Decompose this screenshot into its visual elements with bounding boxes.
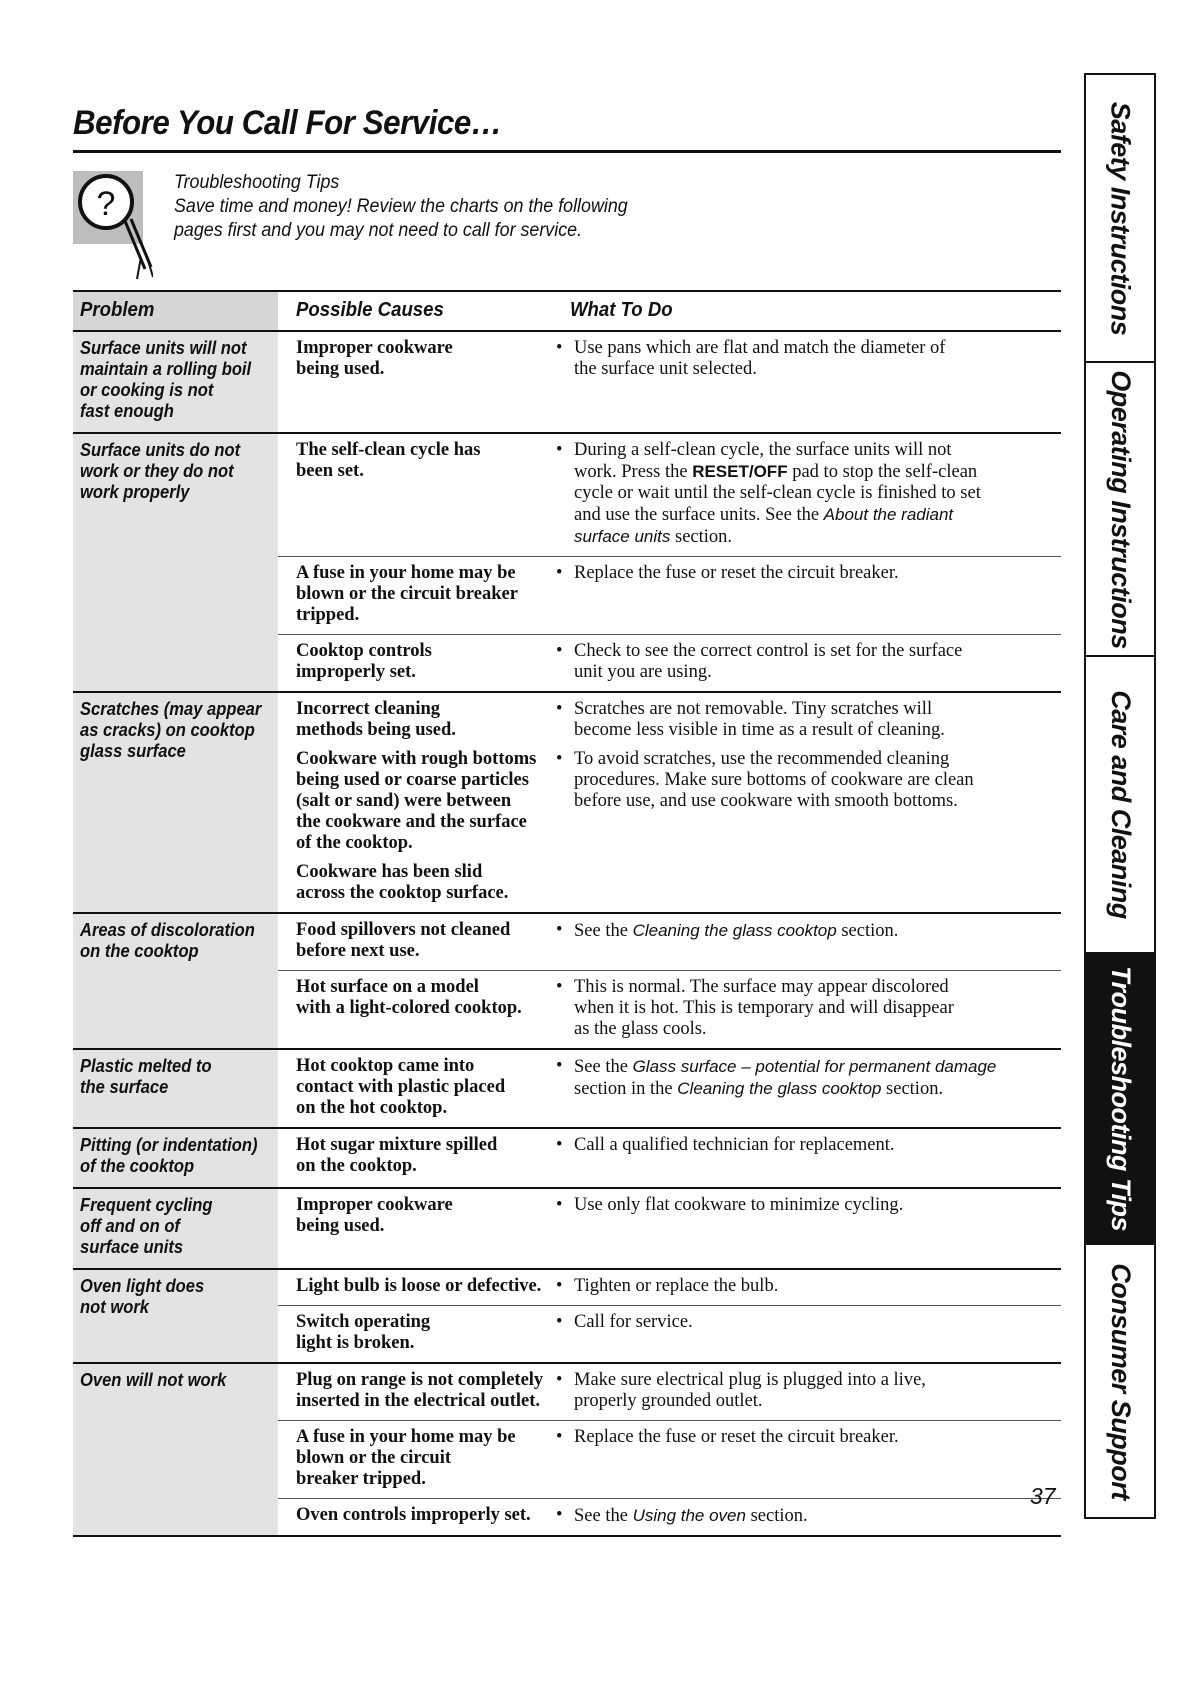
header-todo: What To Do (570, 299, 673, 321)
possible-cause (278, 563, 550, 626)
cause-line: Hot surface on a model (296, 977, 479, 997)
problem-line: or cooking is not (80, 380, 214, 400)
cause-line: being used. (296, 1216, 385, 1236)
possible-cause (278, 862, 550, 904)
bullet-icon: • (556, 1135, 563, 1155)
bullet-icon: • (556, 749, 563, 769)
cause-line: Light bulb is loose or defective. (296, 1276, 542, 1296)
what-to-do (550, 920, 1061, 962)
problem-line: glass surface (80, 741, 186, 761)
todo-line: Make sure electrical plug is plugged into a live, (574, 1370, 926, 1390)
intro-line: Save time and money! Review the charts on the following (174, 196, 628, 217)
problem-line: Scratches (may appear (80, 699, 262, 719)
table-row (73, 1270, 1061, 1364)
todo-line: This is normal. The surface may appear discolored (574, 977, 949, 997)
bullet-icon: • (556, 338, 563, 358)
cause-line: the cookware and the surface (296, 812, 527, 832)
todo-line: Replace the fuse or reset the circuit breaker. (574, 1427, 899, 1447)
bullet-icon: • (556, 1505, 563, 1525)
todo-text: See the (574, 921, 633, 941)
cause-item (278, 1189, 1061, 1245)
magnifier-question-icon (73, 171, 153, 279)
page-number: 37 (1030, 1483, 1056, 1509)
side-tab-troubleshooting-tips[interactable] (1086, 954, 1154, 1245)
todo-line (574, 1505, 1061, 1527)
cause-item (278, 862, 1061, 912)
cause-item (278, 970, 1061, 1048)
cause-line: Improper cookware (296, 338, 453, 358)
table-row (73, 332, 1061, 434)
cause-item (278, 749, 1061, 862)
table-header (73, 290, 1061, 332)
side-tab-consumer-support[interactable] (1086, 1245, 1154, 1517)
intro-line: pages first and you may not need to call for service. (174, 220, 583, 241)
cause-line: blown or the circuit breaker (296, 584, 518, 604)
possible-cause (278, 977, 550, 1040)
possible-cause (278, 1135, 550, 1177)
todo-text: See the (574, 1506, 633, 1526)
cause-item (278, 914, 1061, 970)
what-to-do (550, 1276, 1061, 1297)
what-to-do (550, 862, 1061, 904)
todo-reference: surface units (574, 527, 671, 546)
cause-line: across the cooktop surface. (296, 883, 509, 903)
problem-line: Pitting (or indentation) (80, 1135, 258, 1155)
problem-line: the surface (80, 1077, 169, 1097)
possible-cause (278, 338, 550, 380)
todo-text: section. (670, 527, 733, 547)
problem-cell (73, 1270, 278, 1362)
problem-cell (73, 1129, 278, 1187)
possible-cause (278, 1427, 550, 1490)
cause-line: light is broken. (296, 1333, 415, 1353)
cause-line: breaker tripped. (296, 1469, 426, 1489)
cause-line: tripped. (296, 605, 360, 625)
bullet-icon: • (556, 699, 563, 719)
table-row (73, 434, 1061, 693)
cause-line: Hot sugar mixture spilled (296, 1135, 498, 1155)
todo-line: Call for service. (574, 1312, 693, 1332)
table-row (73, 1129, 1061, 1189)
cause-item (278, 1420, 1061, 1498)
todo-line (574, 1078, 1061, 1100)
cause-item (278, 1129, 1061, 1185)
causes-group (278, 434, 1061, 691)
cause-item (278, 1364, 1061, 1420)
problem-line: maintain a rolling boil (80, 359, 252, 379)
possible-cause (278, 1370, 550, 1412)
todo-line: when it is hot. This is temporary and will disappear (574, 998, 954, 1018)
cause-line: before next use. (296, 941, 420, 961)
problem-line: off and on of (80, 1216, 180, 1236)
todo-line: procedures. Make sure bottoms of cookware are clean (574, 770, 974, 790)
cause-line: Incorrect cleaning (296, 699, 441, 719)
svg-text:?: ? (96, 185, 116, 223)
side-tab-safety-instructions[interactable] (1086, 75, 1154, 363)
side-tab-label: Care and Cleaning (1105, 690, 1136, 919)
todo-line: To avoid scratches, use the recommended cleaning (574, 749, 950, 769)
todo-line: Use pans which are flat and match the diameter of (574, 338, 946, 358)
title-rule (73, 150, 1061, 153)
cause-item (278, 1050, 1061, 1127)
problem-cell (73, 693, 278, 912)
bullet-icon: • (556, 920, 563, 940)
todo-text: work. Press the (574, 462, 693, 482)
cause-line: on the cooktop. (296, 1156, 417, 1176)
todo-line: the surface unit selected. (574, 359, 757, 379)
cause-line: Food spillovers not cleaned (296, 920, 511, 940)
cause-line: of the cooktop. (296, 833, 413, 853)
bullet-icon: • (556, 440, 563, 460)
cause-line: A fuse in your home may be (296, 563, 516, 583)
problem-line: Oven will not work (80, 1370, 227, 1390)
possible-cause (278, 1505, 550, 1527)
cause-line: (salt or sand) were between (296, 791, 512, 811)
bullet-icon: • (556, 641, 563, 661)
possible-cause (278, 749, 550, 854)
what-to-do (550, 440, 1061, 548)
causes-group (278, 1364, 1061, 1535)
cause-line: Improper cookware (296, 1195, 453, 1215)
todo-line: Scratches are not removable. Tiny scratches will (574, 699, 933, 719)
todo-reference: About the radiant (823, 505, 954, 524)
table-row (73, 1364, 1061, 1537)
possible-cause (278, 440, 550, 548)
bullet-icon: • (556, 977, 563, 997)
cause-line: with a light-colored cooktop. (296, 998, 522, 1018)
todo-line (574, 461, 1061, 483)
todo-line: Replace the fuse or reset the circuit breaker. (574, 563, 899, 583)
table-row (73, 1189, 1061, 1270)
causes-group (278, 914, 1061, 1048)
cause-line: improperly set. (296, 662, 416, 682)
possible-cause (278, 1276, 550, 1297)
todo-reference: Cleaning the glass cooktop (632, 921, 837, 940)
bullet-icon: • (556, 1312, 563, 1332)
side-tab-label: Safety Instructions (1105, 101, 1136, 335)
causes-group (278, 1189, 1061, 1268)
todo-text: section. (745, 1506, 808, 1526)
what-to-do (550, 338, 1061, 380)
todo-line: Check to see the correct control is set for the surface (574, 641, 963, 661)
troubleshooting-table (73, 290, 1061, 1537)
problem-line: Plastic melted to (80, 1056, 212, 1076)
cause-item (278, 434, 1061, 556)
problem-line: work or they do not (80, 461, 234, 481)
cause-line: on the hot cooktop. (296, 1098, 448, 1118)
side-tab-label: Operating Instructions (1105, 369, 1136, 649)
problem-line: Areas of discoloration (80, 920, 255, 940)
table-row (73, 693, 1061, 914)
cause-line: been set. (296, 461, 364, 481)
problem-cell (73, 914, 278, 1048)
causes-group (278, 1050, 1061, 1127)
problem-line: of the cooktop (80, 1156, 195, 1176)
side-tab-label: Consumer Support (1105, 1262, 1136, 1500)
cause-line: being used. (296, 359, 385, 379)
todo-line: Tighten or replace the bulb. (574, 1276, 779, 1296)
todo-line (574, 920, 1061, 942)
bullet-icon: • (556, 563, 563, 583)
what-to-do (550, 641, 1061, 683)
table-row (73, 914, 1061, 1050)
what-to-do (550, 1056, 1061, 1119)
side-tab-operating-instructions[interactable] (1086, 363, 1154, 657)
todo-text: See the (574, 1057, 633, 1077)
cause-item (278, 332, 1061, 388)
troubleshooting-intro (174, 171, 628, 243)
cause-line: being used or coarse particles (296, 770, 529, 790)
todo-line (574, 504, 1061, 526)
todo-text: and use the surface units. See the (574, 505, 824, 525)
problem-line: as cracks) on cooktop (80, 720, 255, 740)
table-row (73, 1050, 1061, 1129)
what-to-do (550, 1135, 1061, 1177)
possible-cause (278, 1312, 550, 1354)
causes-group (278, 332, 1061, 432)
cause-line: Cookware has been slid (296, 862, 483, 882)
todo-line: Call a qualified technician for replacement. (574, 1135, 895, 1155)
todo-text: section. (881, 1079, 944, 1099)
cause-line: Cookware with rough bottoms (296, 749, 537, 769)
todo-line: unit you are using. (574, 662, 712, 682)
cause-line: blown or the circuit (296, 1448, 452, 1468)
bullet-icon: • (556, 1056, 563, 1076)
causes-group (278, 693, 1061, 912)
possible-cause (278, 920, 550, 962)
reset-off-key-label: RESET/OFF (692, 462, 788, 481)
header-causes: Possible Causes (296, 299, 444, 321)
bullet-icon: • (556, 1195, 563, 1215)
todo-text: section. (836, 921, 899, 941)
cause-item (278, 693, 1061, 749)
bullet-icon: • (556, 1370, 563, 1390)
cause-line: Oven controls improperly set. (296, 1505, 531, 1525)
cause-item (278, 1498, 1061, 1535)
problem-line: Frequent cycling (80, 1195, 213, 1215)
todo-text: pad to stop the self-clean (787, 462, 978, 482)
cause-item (278, 1270, 1061, 1305)
what-to-do (550, 977, 1061, 1040)
header-problem: Problem (80, 299, 155, 321)
problem-line: work properly (80, 482, 190, 502)
problem-line: surface units (80, 1237, 184, 1257)
problem-line: Oven light does (80, 1276, 205, 1296)
cause-line: contact with plastic placed (296, 1077, 506, 1097)
todo-reference: Using the oven (632, 1506, 746, 1525)
causes-group (278, 1270, 1061, 1362)
todo-line: properly grounded outlet. (574, 1391, 763, 1411)
possible-cause (278, 1056, 550, 1119)
bullet-icon: • (556, 1276, 563, 1296)
what-to-do (550, 749, 1061, 854)
problem-cell (73, 434, 278, 691)
possible-cause (278, 699, 550, 741)
cause-line: Switch operating (296, 1312, 431, 1332)
todo-line: before use, and use cookware with smooth bottoms. (574, 791, 958, 811)
side-tab-care-and-cleaning[interactable] (1086, 657, 1154, 954)
todo-line: as the glass cools. (574, 1019, 707, 1039)
what-to-do (550, 1195, 1061, 1237)
intro-heading: Troubleshooting Tips (174, 172, 340, 193)
todo-line: cycle or wait until the self-clean cycle is finished to set (574, 483, 981, 503)
side-tab-label: Troubleshooting Tips (1105, 966, 1136, 1231)
cause-line: Hot cooktop came into (296, 1056, 475, 1076)
todo-line: Use only flat cookware to minimize cycling. (574, 1195, 904, 1215)
cause-line: A fuse in your home may be (296, 1427, 516, 1447)
problem-line: Surface units will not (80, 338, 247, 358)
todo-line: During a self-clean cycle, the surface units will not (574, 440, 952, 460)
possible-cause (278, 1195, 550, 1237)
problem-cell (73, 1189, 278, 1268)
bullet-icon: • (556, 1427, 563, 1447)
what-to-do (550, 699, 1061, 741)
problem-line: on the cooktop (80, 941, 199, 961)
page-title: Before You Call For Service… (73, 104, 502, 142)
todo-line (574, 526, 1061, 548)
todo-line (574, 1056, 1061, 1078)
problem-line: not work (80, 1297, 149, 1317)
todo-text: section in the (574, 1079, 678, 1099)
possible-cause (278, 641, 550, 683)
cause-item (278, 556, 1061, 634)
cause-line: Plug on range is not completely (296, 1370, 544, 1390)
what-to-do (550, 563, 1061, 626)
cause-line: inserted in the electrical outlet. (296, 1391, 541, 1411)
what-to-do (550, 1427, 1061, 1490)
what-to-do (550, 1312, 1061, 1354)
what-to-do (550, 1505, 1061, 1527)
causes-group (278, 1129, 1061, 1187)
todo-reference: Cleaning the glass cooktop (677, 1079, 882, 1098)
cause-line: The self-clean cycle has (296, 440, 481, 460)
todo-reference: Glass surface – potential for permanent damage (632, 1057, 997, 1076)
cause-item (278, 634, 1061, 691)
problem-cell (73, 1364, 278, 1535)
what-to-do (550, 1370, 1061, 1412)
section-tabs (1084, 73, 1156, 1519)
cause-item (278, 1305, 1061, 1362)
problem-cell (73, 1050, 278, 1127)
cause-line: methods being used. (296, 720, 456, 740)
todo-line: become less visible in time as a result of cleaning. (574, 720, 945, 740)
problem-cell (73, 332, 278, 432)
problem-line: fast enough (80, 401, 174, 421)
problem-line: Surface units do not (80, 440, 241, 460)
cause-line: Cooktop controls (296, 641, 432, 661)
